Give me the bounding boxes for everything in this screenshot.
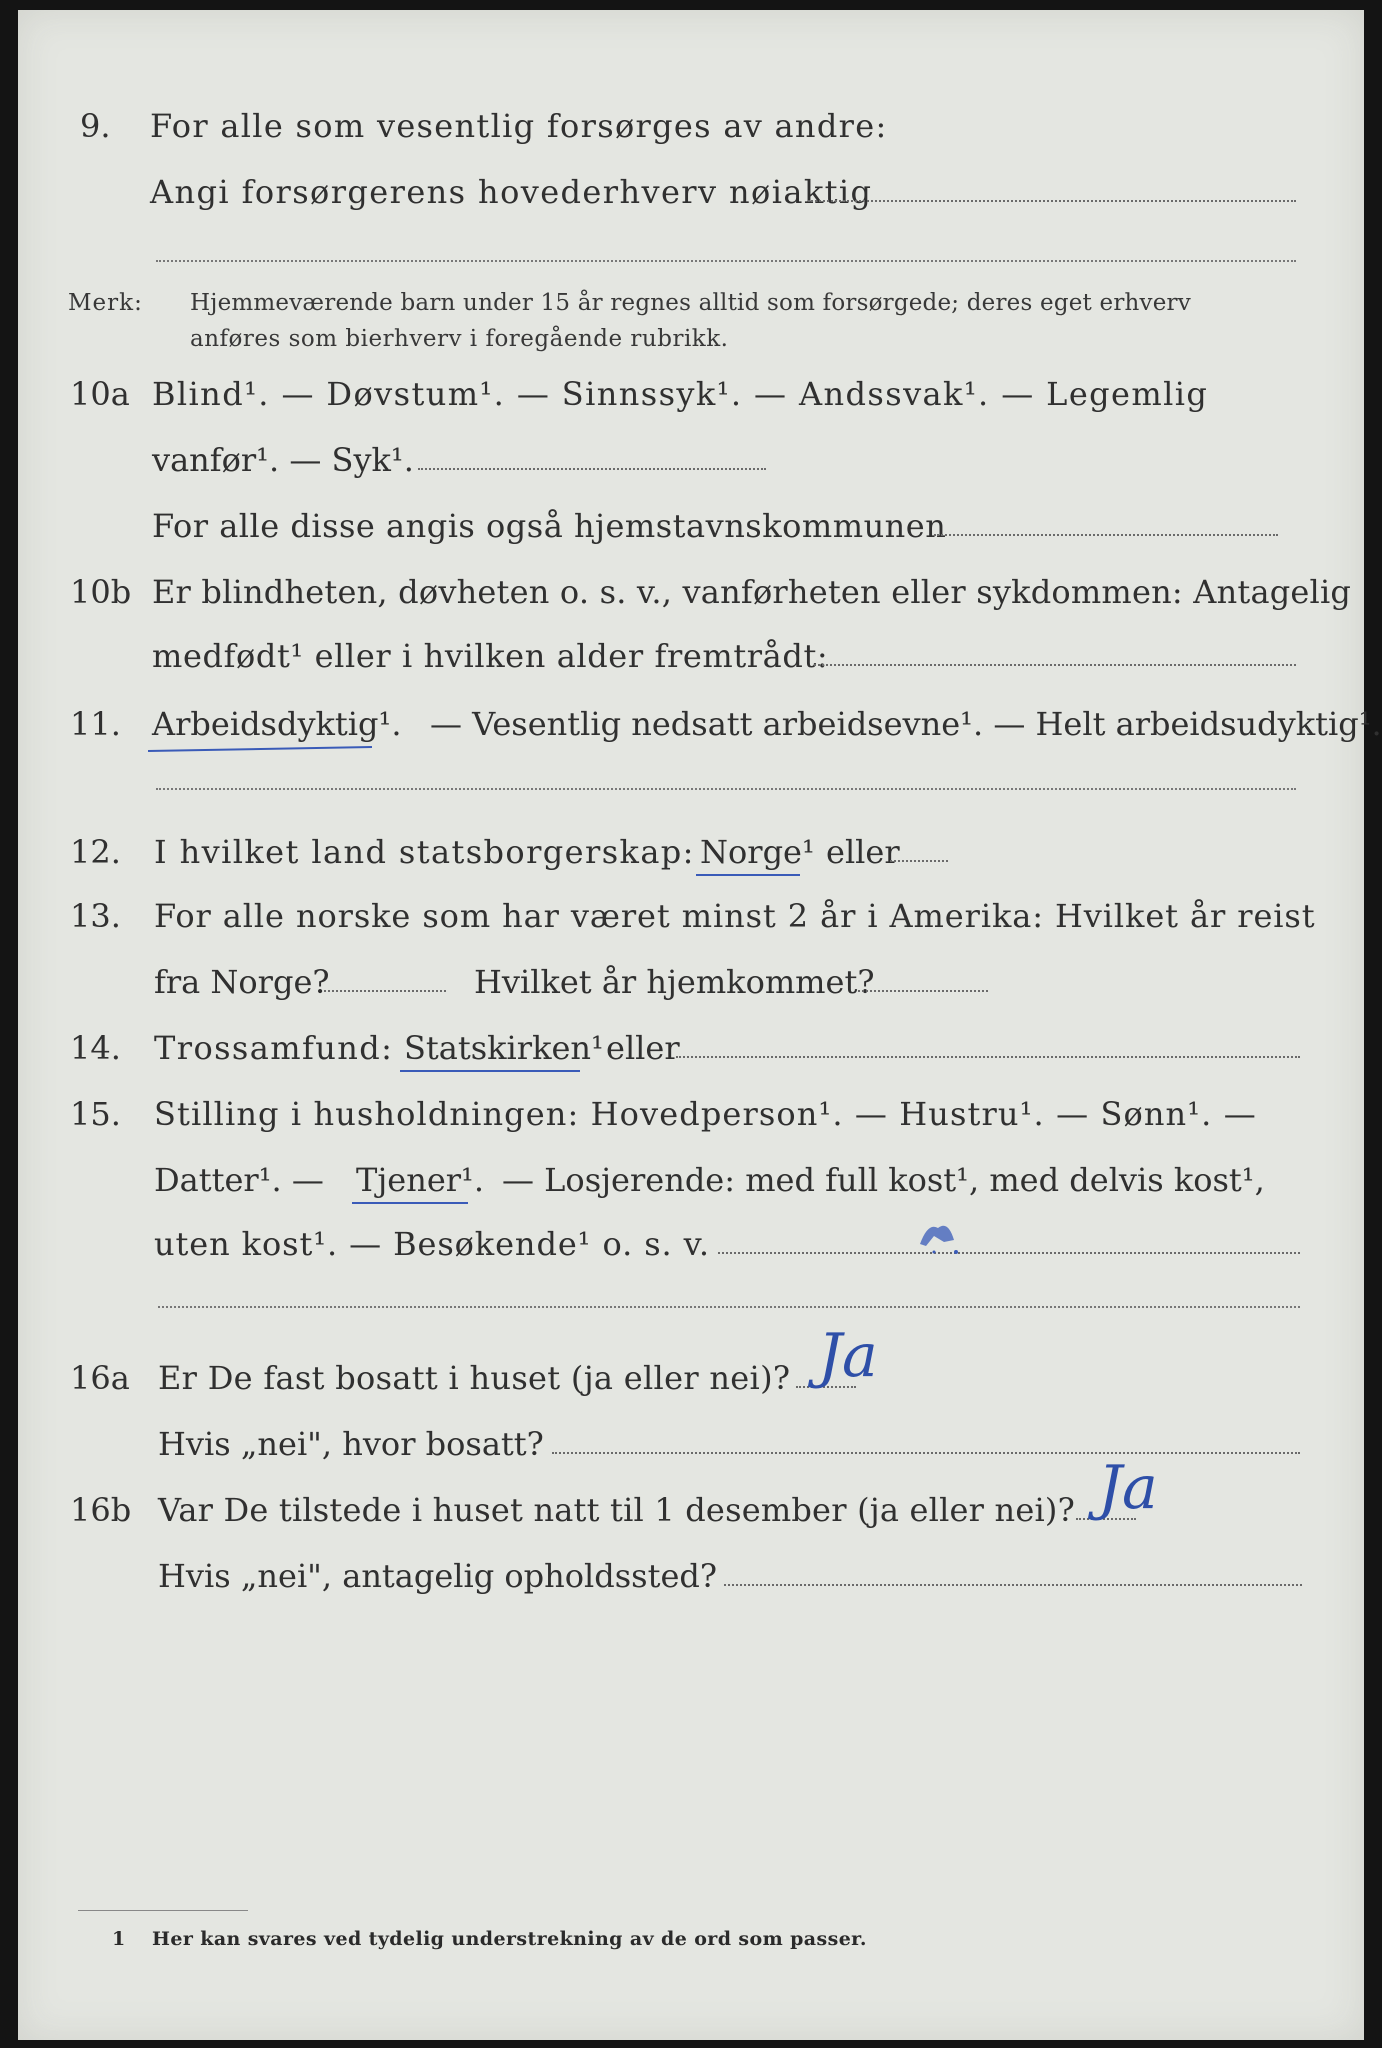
footnote-mark: 1 bbox=[112, 1928, 126, 1950]
q10a-line2: vanfør¹. — Syk¹. bbox=[152, 441, 414, 479]
q13-reist-line[interactable] bbox=[324, 990, 446, 992]
q16b-line1: Var De tilstede i huset natt til 1 desember (ja eller nei)? bbox=[158, 1491, 1075, 1529]
q15-number: 15. bbox=[70, 1095, 121, 1133]
q11-underline-mark bbox=[148, 746, 372, 752]
form-page bbox=[18, 10, 1382, 2040]
q12-text: I hvilket land statsborgerskap: bbox=[154, 833, 695, 871]
q16a-number: 16a bbox=[70, 1359, 130, 1397]
q16b-line2: Hvis „nei", antagelig opholdssted? bbox=[158, 1557, 718, 1595]
q11-separator bbox=[156, 788, 1296, 790]
q12-number: 12. bbox=[70, 833, 121, 871]
q10a-kommune-line[interactable] bbox=[934, 534, 1278, 536]
q14-answer-statskirken[interactable]: Statskirken¹ bbox=[404, 1029, 604, 1067]
q14-number: 14. bbox=[70, 1029, 121, 1067]
merk-line2: anføres som bierhverv i foregående rubrikk. bbox=[190, 326, 729, 352]
q16b-opholdssted-line[interactable] bbox=[724, 1584, 1302, 1586]
q15-answer-tjener[interactable]: Tjener¹. bbox=[356, 1161, 485, 1199]
q16b-handwritten-answer: Ja bbox=[1098, 1453, 1158, 1523]
q12-answer-line[interactable] bbox=[890, 860, 948, 862]
merk-line1: Hjemmeværende barn under 15 år regnes alltid som forsørgede; deres eget erhverv bbox=[190, 290, 1191, 316]
q13-line2b: Hvilket år hjemkommet? bbox=[474, 963, 875, 1001]
q9-number: 9. bbox=[80, 107, 111, 145]
ink-smudge bbox=[914, 1214, 964, 1254]
q15-line1: Stilling i husholdningen: Hovedperson¹. — Hustru¹. — Sønn¹. — bbox=[154, 1095, 1257, 1133]
q11-number: 11. bbox=[70, 705, 121, 743]
q12-underline-mark bbox=[696, 874, 800, 876]
q15-answer-line[interactable] bbox=[718, 1252, 1300, 1254]
q13-line1: For alle norske som har været minst 2 år i Amerika: Hvilket år reist bbox=[154, 897, 1316, 935]
q10b-answer-line[interactable] bbox=[814, 664, 1296, 666]
q13-hjemkommet-line[interactable] bbox=[858, 990, 988, 992]
merk-label: Merk: bbox=[68, 290, 143, 316]
q10a-line3: For alle disse angis også hjemstavnskommunen bbox=[152, 507, 947, 545]
q9-separator bbox=[156, 260, 1296, 262]
q9-answer-line[interactable] bbox=[808, 200, 1296, 202]
footnote-text: Her kan svares ved tydelig understrekning av de ord som passer. bbox=[152, 1928, 867, 1950]
q13-number: 13. bbox=[70, 897, 121, 935]
q9-line1: For alle som vesentlig forsørges av andre: bbox=[150, 107, 888, 145]
q14-answer-line[interactable] bbox=[676, 1056, 1300, 1058]
q15-line3: uten kost¹. — Besøkende¹ o. s. v. bbox=[154, 1225, 710, 1263]
q12-tail: eller bbox=[826, 833, 900, 871]
q14-tail: eller bbox=[606, 1029, 680, 1067]
q10b-number: 10b bbox=[70, 573, 132, 611]
q16a-handwritten-answer: Ja bbox=[818, 1321, 878, 1391]
q16b-number: 16b bbox=[70, 1491, 132, 1529]
q10b-line1: Er blindheten, døvheten o. s. v., vanførheten eller sykdommen: Antagelig bbox=[152, 573, 1352, 611]
q13-line2a: fra Norge? bbox=[154, 963, 330, 1001]
q16a-bosatt-line[interactable] bbox=[552, 1452, 1300, 1454]
q10a-number: 10a bbox=[70, 375, 130, 413]
q12-answer-norge[interactable]: Norge¹ bbox=[700, 833, 815, 871]
q10a-answer-line[interactable] bbox=[418, 468, 766, 470]
q14-underline-mark bbox=[400, 1070, 580, 1072]
q15-underline-mark bbox=[352, 1202, 468, 1204]
q15-separator bbox=[158, 1306, 1300, 1308]
q9-line2: Angi forsørgerens hovederhverv nøiaktig bbox=[150, 173, 873, 211]
q16a-line2: Hvis „nei", hvor bosatt? bbox=[158, 1425, 544, 1463]
q10a-line1: Blind¹. — Døvstum¹. — Sinnssyk¹. — Andssvak¹. — Legemlig bbox=[152, 375, 1209, 413]
q11-rest: — Vesentlig nedsatt arbeidsevne¹. — Helt arbeidsudyktig¹. bbox=[430, 705, 1382, 743]
q15-line2c: — Losjerende: med full kost¹, med delvis kost¹, bbox=[502, 1161, 1265, 1199]
q14-text: Trossamfund: bbox=[154, 1029, 394, 1067]
q15-line2a: Datter¹. — bbox=[154, 1161, 324, 1199]
footnote-rule bbox=[78, 1910, 248, 1911]
q10b-line2: medfødt¹ eller i hvilken alder fremtrådt: bbox=[152, 637, 829, 675]
q11-option-arbeidsdyktig[interactable]: Arbeidsdyktig¹. bbox=[152, 705, 402, 743]
q16a-line1: Er De fast bosatt i huset (ja eller nei)? bbox=[158, 1359, 791, 1397]
